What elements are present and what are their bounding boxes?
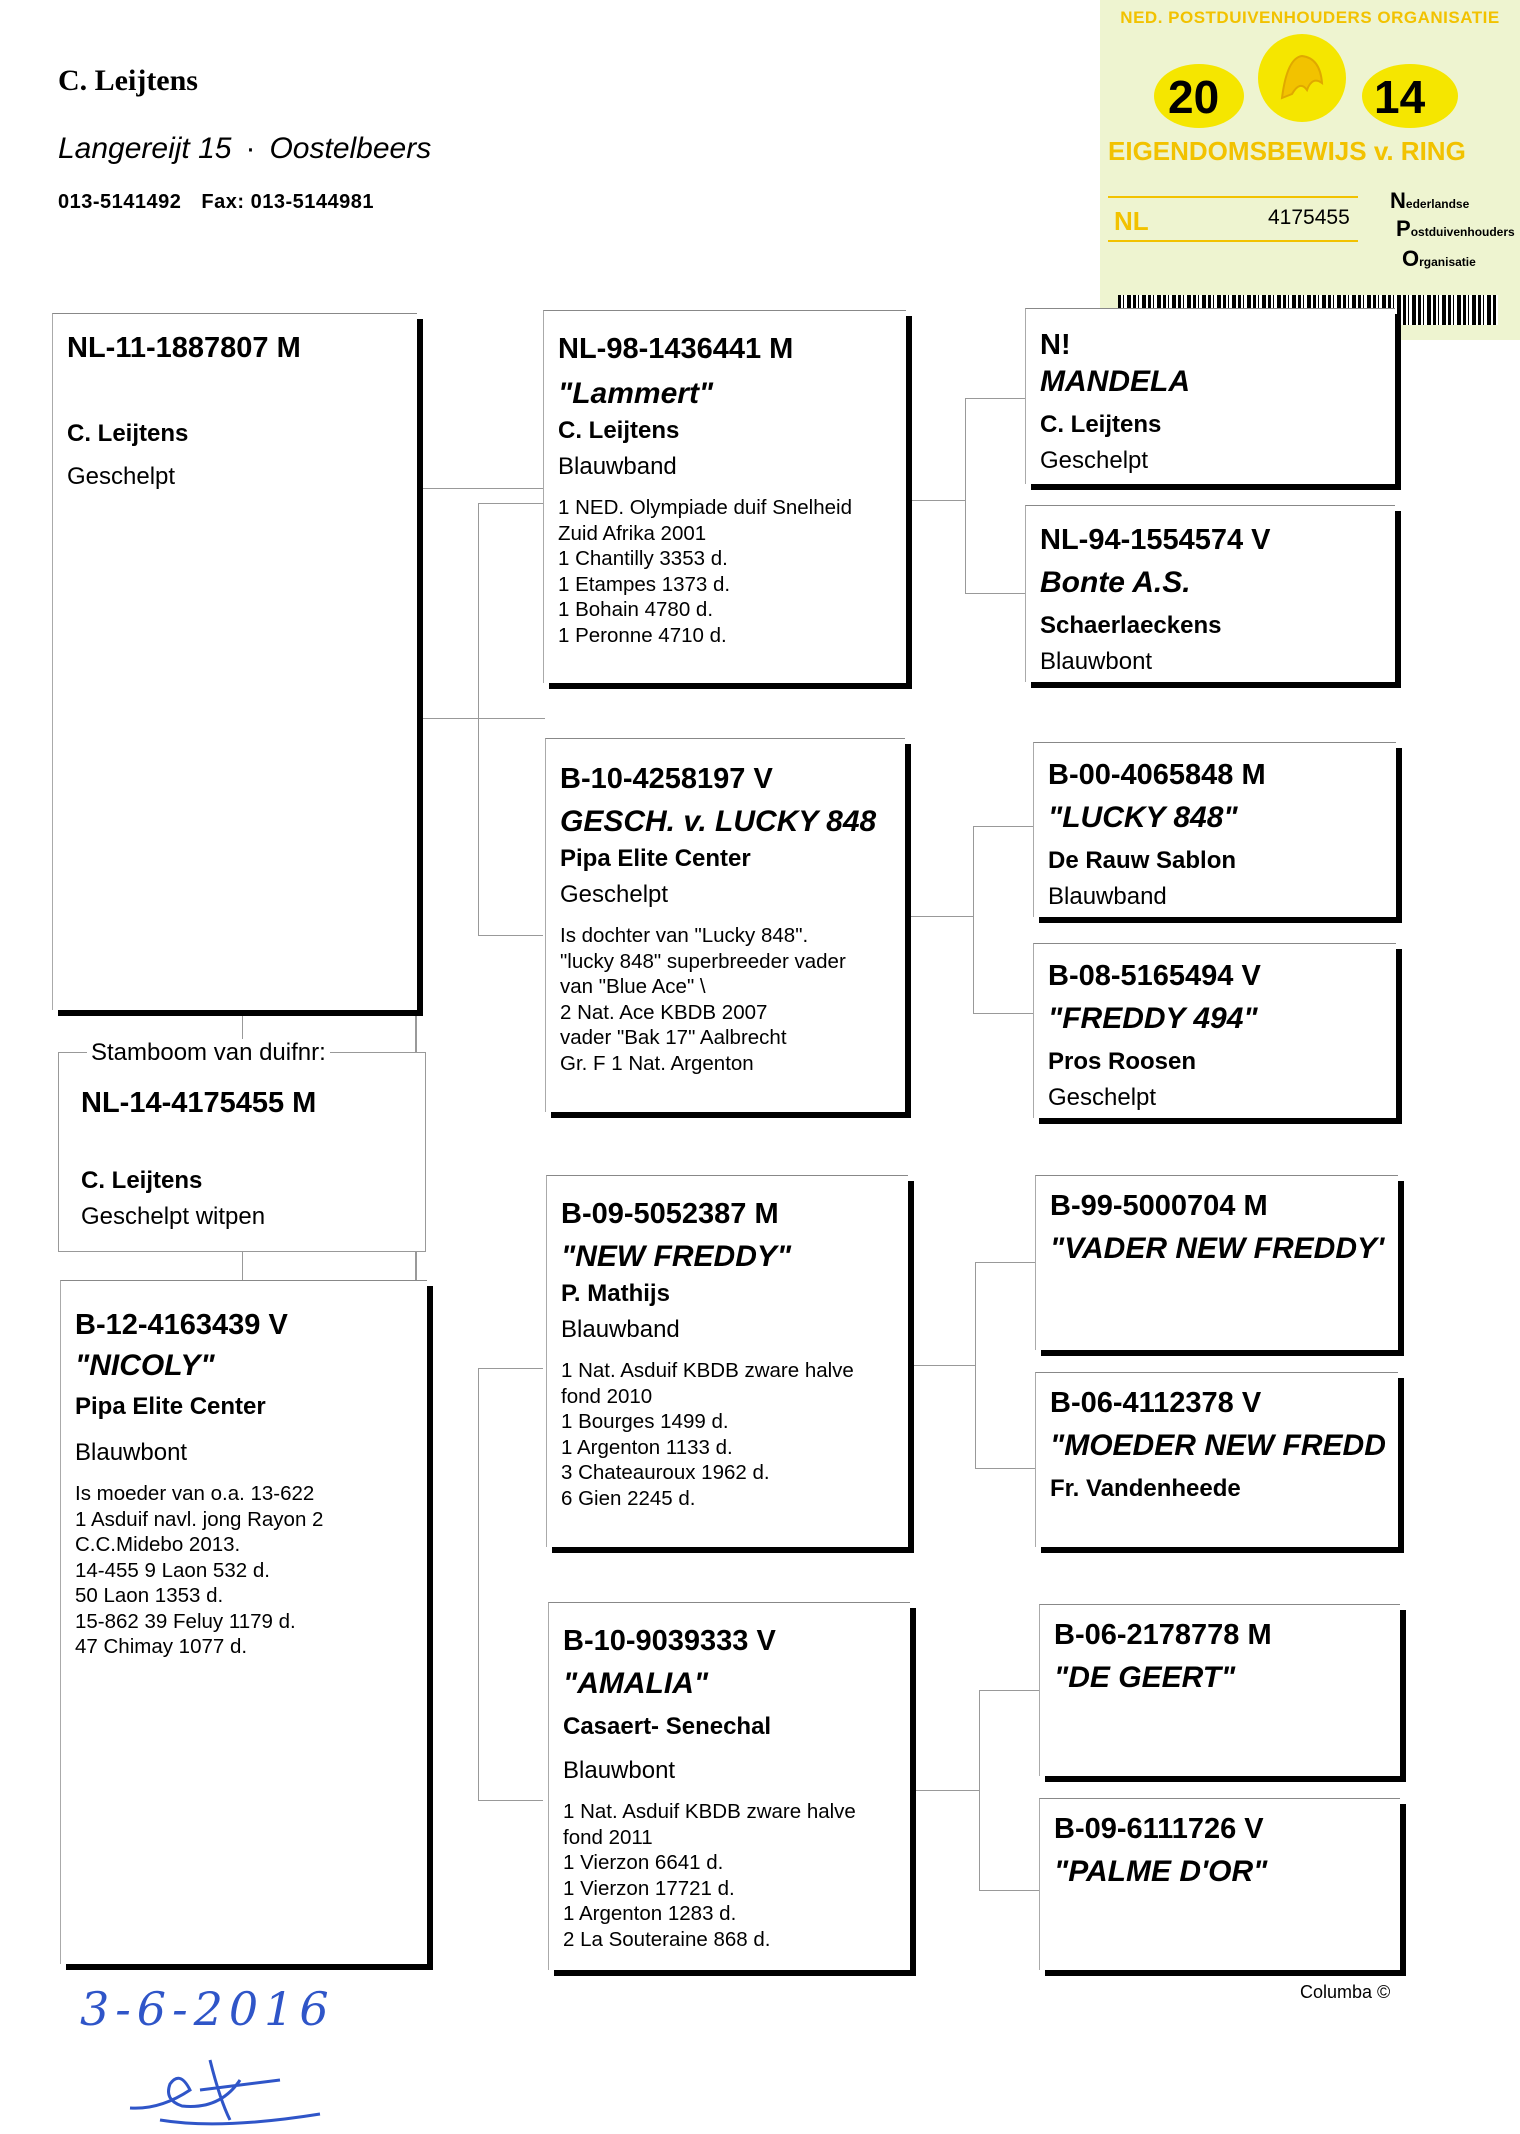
pedigree-box-mm xyxy=(548,1602,910,1970)
ring-number: B-09-6111726 V xyxy=(1054,1813,1264,1845)
connector-line xyxy=(910,1365,976,1366)
ring-year-left: 20 xyxy=(1168,71,1220,123)
npo-line-3: Organisatie xyxy=(1402,246,1476,271)
ring-number: NL-98-1436441 M xyxy=(558,333,794,365)
handwritten-date: 3-6-2016 xyxy=(80,1982,335,2036)
pigeon-name: GESCH. v. LUCKY 848 xyxy=(560,805,877,838)
pigeon-name: "LUCKY 848" xyxy=(1048,801,1238,834)
breeder-name: De Rauw Sablon xyxy=(1048,847,1237,874)
pigeon-name: "NICOLY" xyxy=(75,1349,215,1382)
owner-address xyxy=(58,132,431,166)
fax-number: Fax: 013-5144981 xyxy=(201,191,374,213)
feather-color: Blauwbont xyxy=(1040,648,1153,675)
connector-line xyxy=(965,593,1025,594)
pedigree-box-mf xyxy=(546,1175,908,1547)
pedigree-box-mother xyxy=(60,1280,427,1964)
pedigree-box-fff xyxy=(1025,308,1395,484)
pedigree-box-mfm xyxy=(1035,1372,1398,1547)
connector-line xyxy=(973,826,974,1013)
feather-color: Blauwband xyxy=(561,1316,680,1343)
feather-color: Blauwband xyxy=(558,453,677,480)
software-credit: Columba © xyxy=(1300,1982,1391,2002)
connector-line xyxy=(415,718,545,719)
pigeon-name: "MOEDER NEW FREDD xyxy=(1050,1429,1386,1462)
breeder-name: Pipa Elite Center xyxy=(560,845,751,872)
npo-line-2: Postduivenhouders xyxy=(1396,216,1515,241)
connector-line xyxy=(415,488,545,489)
pigeon-name: "NEW FREDDY" xyxy=(561,1240,792,1273)
ring-org-title: NED. POSTDUIVENHOUDERS ORGANISATIE xyxy=(1120,8,1500,27)
pigeon-name: MANDELA xyxy=(1040,365,1190,398)
pedigree-box-ff xyxy=(543,310,906,683)
pigeon-name: Bonte A.S. xyxy=(1040,566,1191,599)
pedigree-box-fmm xyxy=(1033,943,1396,1118)
ring-number: B-10-4258197 V xyxy=(560,763,773,795)
pedigree-box-fm xyxy=(545,738,905,1112)
ring-number: B-06-2178778 M xyxy=(1054,1619,1272,1651)
owner-name: C. Leijtens xyxy=(58,64,198,97)
connector-line xyxy=(975,1468,1035,1469)
performance-notes: 1 Nat. Asduif KBDB zware halve fond 2010 1 Bourges 1499 d. 1 Argenton 1133 d. 3 Chateauroux 1962 d. 6 Gien 2245 d. xyxy=(561,1359,854,1510)
connector-line xyxy=(975,1262,1035,1263)
connector-line xyxy=(242,1250,243,1282)
ring-year-right: 14 xyxy=(1374,71,1426,123)
ring-number: B-09-5052387 M xyxy=(561,1198,779,1230)
pigeon-name: "PALME D'OR" xyxy=(1054,1855,1268,1888)
breeder-name: Schaerlaeckens xyxy=(1040,612,1222,639)
breeder-name: Fr. Vandenheede xyxy=(1050,1475,1241,1502)
breeder-name: C. Leijtens xyxy=(558,417,680,444)
feather-color: Geschelpt xyxy=(1040,447,1149,474)
ring-number: B-06-4112378 V xyxy=(1050,1387,1262,1419)
ring-number: B-10-9039333 V xyxy=(563,1625,776,1657)
breeder-name: C. Leijtens xyxy=(67,420,189,447)
connector-line xyxy=(906,916,974,917)
owner-phone xyxy=(58,191,374,214)
npo-initial-n: N xyxy=(1390,188,1406,213)
feather-color: Blauwband xyxy=(1048,883,1167,910)
ring-certificate xyxy=(1100,0,1520,340)
pigeon-name: "FREDDY 494" xyxy=(1048,1002,1258,1035)
connector-line xyxy=(478,503,479,935)
connector-line xyxy=(973,1013,1033,1014)
phone-number: 013-5141492 xyxy=(58,191,182,213)
connector-line xyxy=(912,1790,980,1791)
pigeon-name: "AMALIA" xyxy=(563,1667,709,1700)
subject-ring-number: NL-14-4175455 M xyxy=(81,1087,317,1119)
connector-line xyxy=(478,1800,543,1801)
performance-notes: 1 Nat. Asduif KBDB zware halve fond 2011 1 Vierzon 6641 d. 1 Vierzon 17721 d. 1 Argenton 1283 d. 2 La Souteraine 868 d. xyxy=(563,1800,856,1951)
connector-line xyxy=(478,503,543,504)
feather-color: Geschelpt xyxy=(67,463,176,490)
feather-color: Blauwbont xyxy=(75,1439,188,1466)
pedigree-box-mmf xyxy=(1039,1604,1400,1776)
pigeon-name: "VADER NEW FREDDY' xyxy=(1050,1232,1385,1265)
connector-line xyxy=(478,935,543,936)
connector-line xyxy=(478,1368,479,1800)
connector-line xyxy=(908,500,966,501)
subject-label: Stamboom van duifnr: xyxy=(87,1039,330,1067)
subject-breeder: C. Leijtens xyxy=(81,1167,203,1194)
owner-city: Oostelbeers xyxy=(269,132,432,165)
breeder-name: Pipa Elite Center xyxy=(75,1393,266,1420)
ring-number: B-99-5000704 M xyxy=(1050,1190,1268,1222)
breeder-name: P. Mathijs xyxy=(561,1280,670,1307)
ring-number: B-12-4163439 V xyxy=(75,1309,288,1341)
connector-line xyxy=(979,1690,1039,1691)
address-separator: · xyxy=(245,132,256,165)
feather-color: Geschelpt xyxy=(1048,1084,1157,1111)
connector-line xyxy=(965,398,1025,399)
performance-notes: 1 NED. Olympiade duif Snelheid Zuid Afrika 2001 1 Chantilly 3353 d. 1 Etampes 1373 d. 1 Bohain 4780 d. 1 Peronne 4710 d. xyxy=(558,496,852,647)
feather-color: Blauwbont xyxy=(563,1757,676,1784)
feather-color: Geschelpt xyxy=(560,881,669,908)
connector-line xyxy=(979,1890,1039,1891)
pigeon-name: "DE GEERT" xyxy=(1054,1661,1236,1694)
ring-country: NL xyxy=(1114,206,1149,236)
ring-number: NL-11-1887807 M xyxy=(67,332,301,364)
ring-number: NL-94-1554574 V xyxy=(1040,524,1271,556)
connector-line xyxy=(973,826,1033,827)
breeder-name: Casaert- Senechal xyxy=(563,1713,772,1740)
ring-number: B-00-4065848 M xyxy=(1048,759,1266,791)
connector-line xyxy=(965,398,966,593)
pedigree-subject xyxy=(58,1039,426,1252)
ring-card-number: 4175455 xyxy=(1268,206,1350,229)
pigeon-name: "Lammert" xyxy=(558,377,714,410)
pedigree-box-father xyxy=(52,313,417,1010)
breeder-name: C. Leijtens xyxy=(1040,411,1162,438)
npo-line-1: Nederlandse xyxy=(1390,188,1470,213)
performance-notes: Is dochter van "Lucky 848". "lucky 848" superbreeder vader van "Blue Ace" \ 2 Nat. Ace KBDB 2007 vader "Bak 17" Aalbrecht Gr. F 1 Nat. Argenton xyxy=(560,924,846,1075)
pedigree-box-fmf xyxy=(1033,742,1396,917)
pedigree-box-ffm xyxy=(1025,505,1395,682)
npo-initial-o: O xyxy=(1402,246,1420,271)
ring-number: B-08-5165494 V xyxy=(1048,960,1261,992)
ring-card-title: EIGENDOMSBEWIJS v. RING xyxy=(1108,136,1466,166)
pedigree-box-mff xyxy=(1035,1175,1398,1350)
lion-emblem-icon xyxy=(1252,28,1352,128)
signature-icon xyxy=(120,2050,330,2130)
owner-street: Langereijt 15 xyxy=(58,132,232,165)
pedigree-box-mmm xyxy=(1039,1798,1400,1970)
performance-notes: Is moeder van o.a. 13-622 1 Asduif navl. jong Rayon 2 C.C.Midebo 2013. 14-455 9 Laon 532 d. 50 Laon 1353 d. 15-862 39 Feluy 1179 d. 47 Chimay 1077 d. xyxy=(75,1482,324,1658)
npo-initial-p: P xyxy=(1396,216,1411,241)
breeder-name: Pros Roosen xyxy=(1048,1048,1197,1075)
ring-number: N! xyxy=(1040,329,1071,361)
subject-color: Geschelpt witpen xyxy=(81,1203,266,1230)
connector-line xyxy=(478,1368,543,1369)
